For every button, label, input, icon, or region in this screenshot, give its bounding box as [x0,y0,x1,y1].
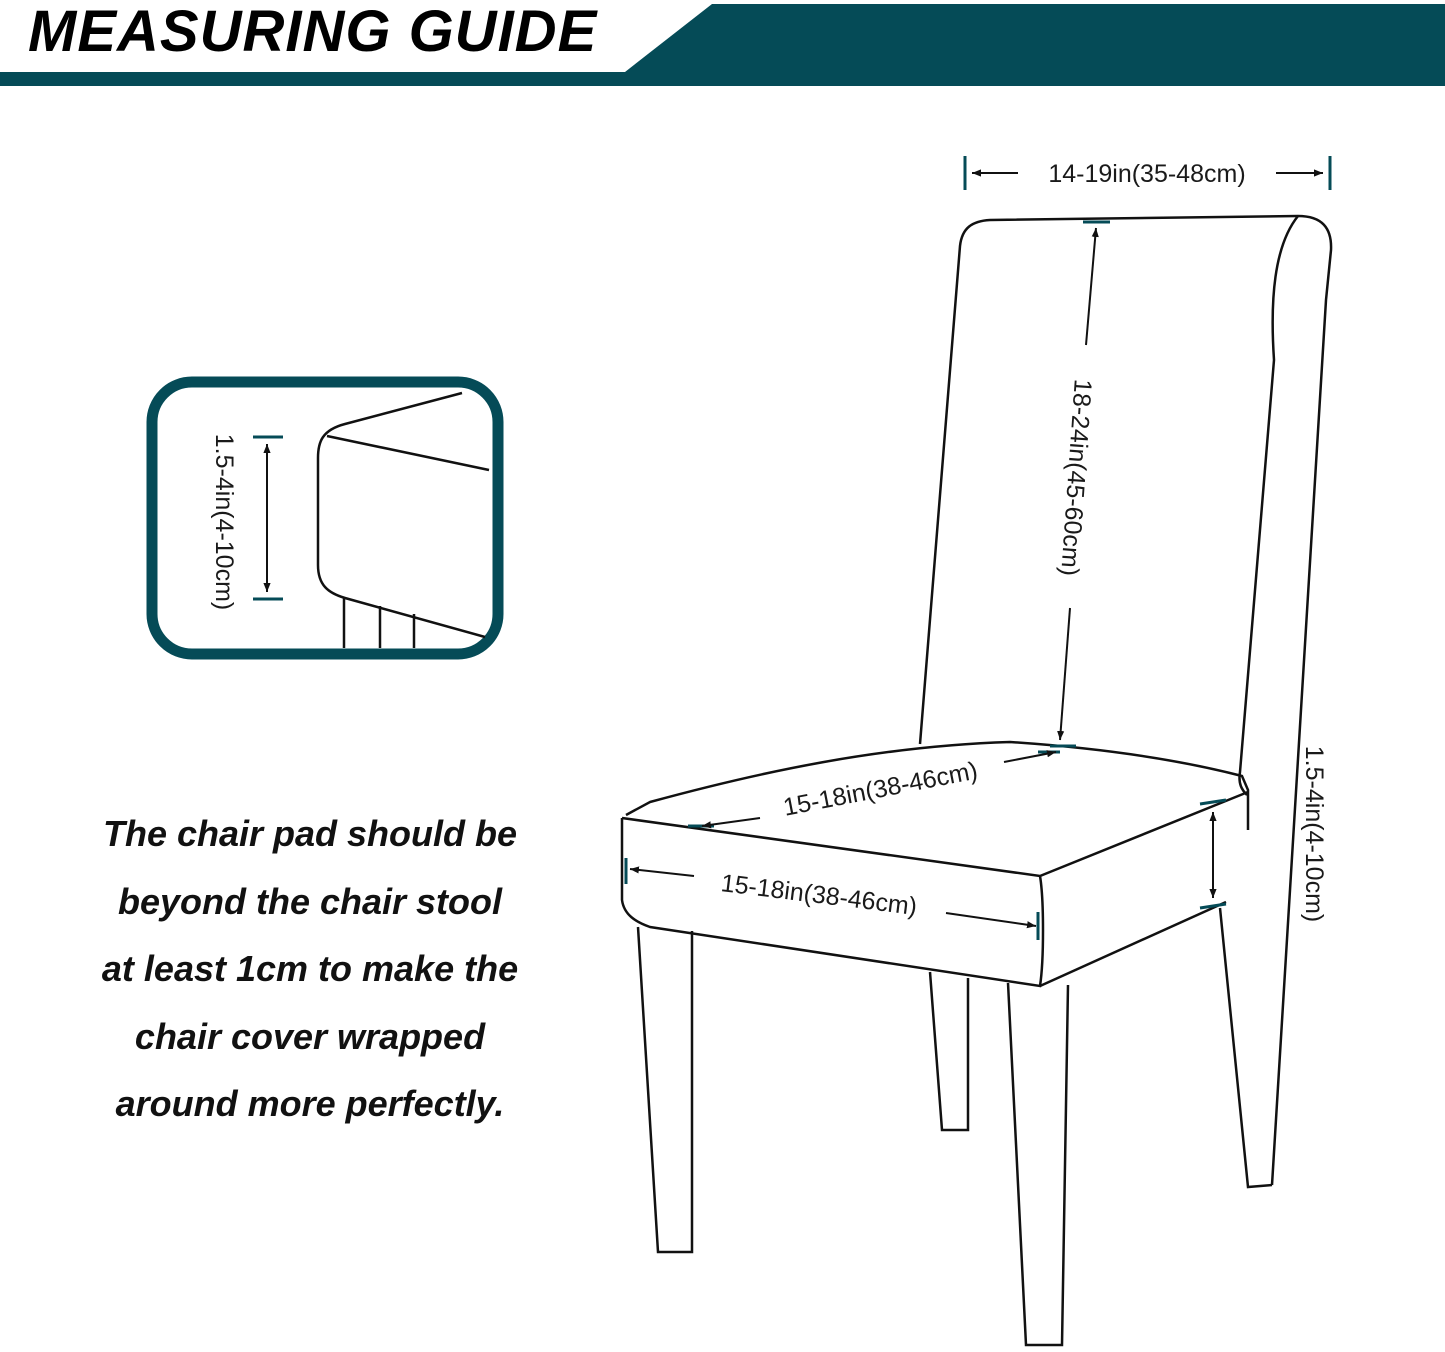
back-right-leg [1220,908,1272,1187]
note-line: The chair pad should be [102,813,518,854]
backrest-height-label: 18-24in(45-60cm) [1055,378,1097,577]
inset-cushion-edge [327,436,489,470]
backrest-height-dimension [1050,222,1110,746]
note-line: around more perfectly. [115,1083,505,1124]
front-left-leg [638,927,692,1252]
backrest-outline [920,216,1331,1185]
inset-frame [152,382,498,654]
seat-thickness-dimension [1200,746,1328,922]
seat-width-label: 15-18in(38-46cm) [719,869,919,921]
front-right-leg [1008,983,1068,1345]
seat-pad-inset [152,382,498,654]
seat-right-face [1040,902,1226,986]
seat-thickness-label: 1.5-4in(4-10cm) [1300,745,1328,923]
seat-depth-label: 15-18in(38-46cm) [780,756,980,822]
note-line: at least 1cm to make the [101,948,519,989]
backrest-width-label: 14-19in(35-48cm) [1048,160,1246,188]
instruction-note [40,800,580,1138]
inset-thickness-label: 1.5-4in(4-10cm) [210,433,238,611]
note-line: beyond the chair stool [117,880,503,922]
seat-front-edge [622,792,1248,876]
seat-width-dimension [626,858,1038,940]
header-title: MEASURING GUIDE [28,0,598,64]
note-line: chair cover wrapped [134,1015,486,1057]
back-left-leg [930,972,968,1130]
backrest-side-edge [1239,216,1298,795]
seat-depth-dimension [688,752,1060,826]
backrest-width-dimension [965,156,1330,190]
